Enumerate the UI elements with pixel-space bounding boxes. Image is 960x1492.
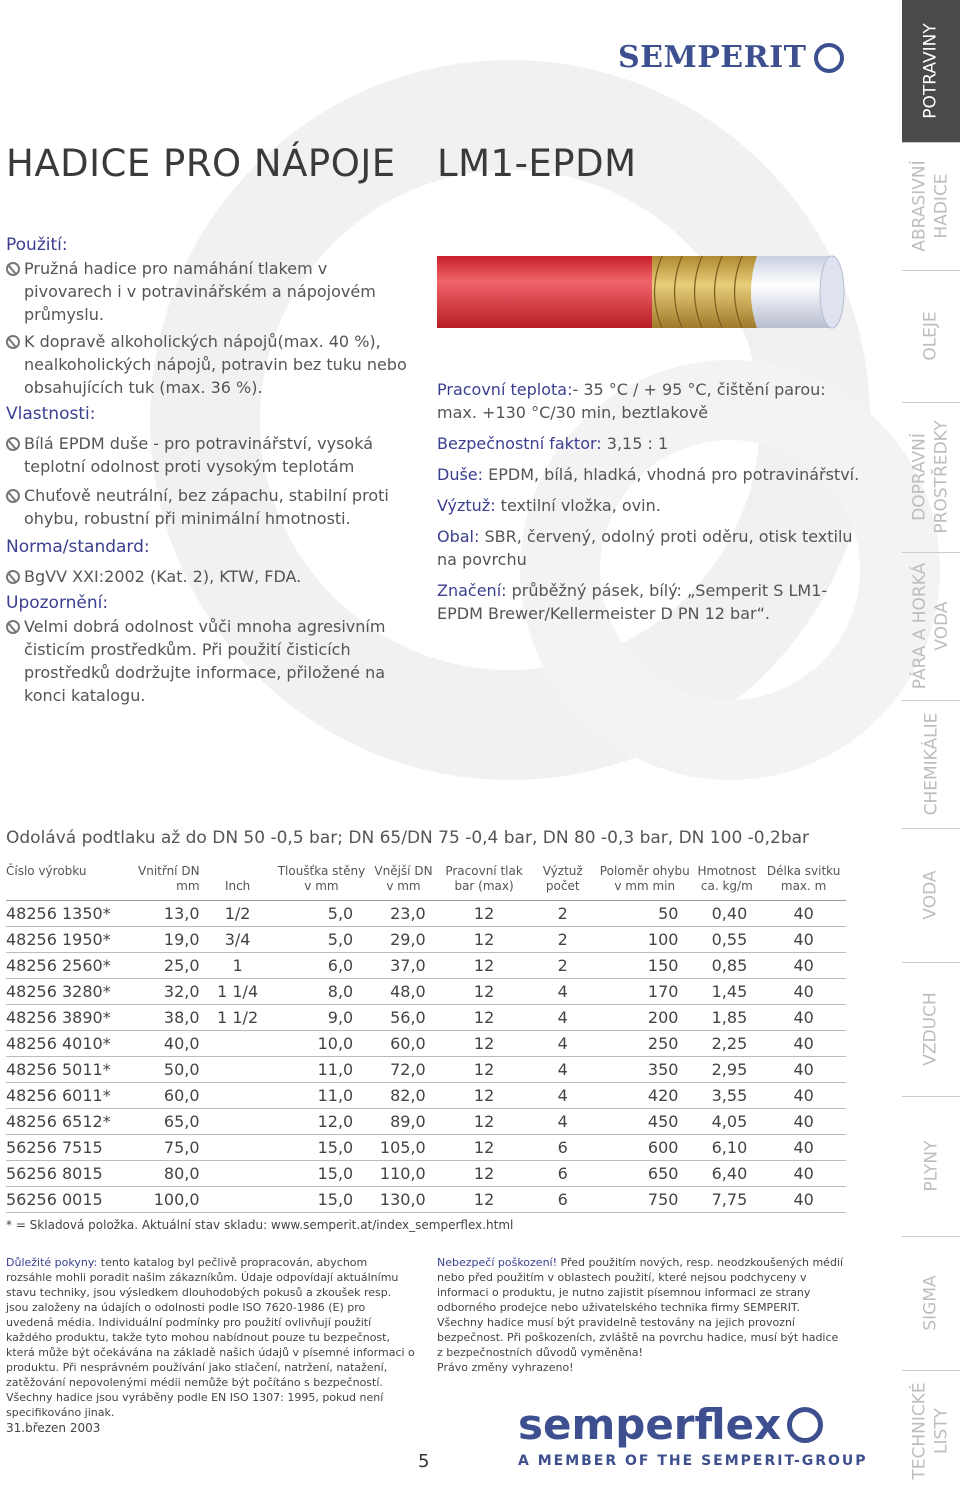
- table-cell: 12: [440, 1031, 529, 1057]
- table-cell: 48256 1350*: [6, 901, 138, 927]
- table-cell: 3/4: [200, 927, 276, 953]
- table-cell: 5,0: [276, 927, 368, 953]
- table-cell: 4: [528, 979, 597, 1005]
- table-cell: 48256 6512*: [6, 1109, 138, 1135]
- bullet-icon: [6, 437, 20, 451]
- issue-date: 31.březen 2003: [6, 1421, 101, 1435]
- table-cell: 6,40: [692, 1161, 761, 1187]
- table-cell: 40: [761, 1031, 846, 1057]
- table-cell: 11,0: [276, 1057, 368, 1083]
- table-cell: 5,0: [276, 901, 368, 927]
- table-cell: 48256 6011*: [6, 1083, 138, 1109]
- table-cell: 65,0: [138, 1109, 200, 1135]
- table-cell: 12: [440, 1005, 529, 1031]
- table-row: [6, 1083, 846, 1109]
- temperature-line: Pracovní teplota:- 35 °C / + 95 °C, čištění parou: max. +130 °C/30 min, beztlakově: [437, 380, 826, 422]
- table-cell: 1 1/4: [200, 979, 276, 1005]
- table-row: [6, 1031, 846, 1057]
- table-cell: 72,0: [367, 1057, 440, 1083]
- column-header: Délka svitku max. m: [761, 862, 846, 901]
- table-cell: 48256 3280*: [6, 979, 138, 1005]
- table-cell: 48256 3890*: [6, 1005, 138, 1031]
- table-row: [6, 979, 846, 1005]
- bullet-icon: [6, 335, 20, 349]
- table-cell: 40: [761, 901, 846, 927]
- table-cell: 2: [528, 953, 597, 979]
- product-code: LM1-EPDM: [437, 142, 637, 185]
- table-cell: 29,0: [367, 927, 440, 953]
- column-header: Číslo výrobku: [6, 862, 138, 901]
- damage-warning: Nebezpečí poškození! Před použitím nových, resp. neodzkoušených médií nebo před použitím v oblastech použití, které nejsou podchyceny v informaci o produktu, je nutno zajistit písemnou informaci ze strany odborného prodejce nebo uživatelského technika firmy SEMPERIT. Všechny hadice musí být pravidelně testovány na jejich provozní bezpečnost. Při poškozeních, zvláště na povrchu hadice, musí být hadice z bezpečnostních důvodů vyměněna! Právo změny vyhrazeno!: [437, 1256, 844, 1374]
- column-header: Vnější DN v mm: [367, 862, 440, 901]
- warning-heading: Upozornění:: [6, 593, 109, 613]
- table-cell: 4: [528, 1005, 597, 1031]
- table-cell: 15,0: [276, 1187, 368, 1213]
- table-row: [6, 1187, 846, 1213]
- table-cell: 350: [597, 1057, 692, 1083]
- properties-heading: Vlastnosti:: [6, 404, 96, 424]
- bullet-icon: [6, 620, 20, 634]
- table-cell: 750: [597, 1187, 692, 1213]
- safety-line: Bezpečnostní faktor: 3,15 : 1: [437, 434, 669, 453]
- sidebar-item-vzduch[interactable]: VZDUCH: [902, 962, 960, 1097]
- list-item: BgVV XXI:2002 (Kat. 2), KTW, FDA.: [6, 565, 416, 588]
- table-cell: 40,0: [138, 1031, 200, 1057]
- table-cell: 12,0: [276, 1109, 368, 1135]
- table-cell: 13,0: [138, 901, 200, 927]
- brand-name: SEMPERIT: [618, 40, 807, 75]
- cover-line: Obal: SBR, červený, odolný proti oděru, otisk textilu na povrchu: [437, 527, 853, 569]
- table-cell: 80,0: [138, 1161, 200, 1187]
- sidebar-item-potraviny[interactable]: POTRAVINY: [902, 0, 960, 143]
- table-row: [6, 1135, 846, 1161]
- tube-line: Duše: EPDM, bílá, hladká, vhodná pro potravinářství.: [437, 465, 860, 484]
- table-cell: [200, 1109, 276, 1135]
- sidebar-item-technicke-listy[interactable]: TECHNICKÉ LISTY: [910, 1382, 952, 1480]
- list-item: K dopravě alkoholických nápojů(max. 40 %), nealkoholických nápojů, potravin bez tuku nebo obsahujících tuk (max. 36 %).: [6, 330, 416, 399]
- table-cell: 650: [597, 1161, 692, 1187]
- table-cell: [200, 1057, 276, 1083]
- column-header: Inch: [200, 862, 276, 901]
- semperit-logo: [618, 40, 844, 75]
- column-header: Výztuž počet: [528, 862, 597, 901]
- table-cell: 56256 0015: [6, 1187, 138, 1213]
- table-row: [6, 1109, 846, 1135]
- table-cell: 89,0: [367, 1109, 440, 1135]
- table-cell: 6,10: [692, 1135, 761, 1161]
- table-cell: 12: [440, 1135, 529, 1161]
- table-cell: 40: [761, 1161, 846, 1187]
- reinforcement-line: Výztuž: textilní vložka, ovin.: [437, 496, 661, 515]
- table-cell: 4,05: [692, 1109, 761, 1135]
- category-sidebar: [902, 0, 960, 1492]
- list-item: Velmi dobrá odolnost vůči mnoha agresivním čisticím prostředkům. Při použití čisticích prostředků dodržujte informace, přiložené na konci katalogu.: [6, 615, 416, 707]
- column-header: Tloušťka stěny v mm: [276, 862, 368, 901]
- sidebar-item-sigma[interactable]: SIGMA: [902, 1236, 960, 1371]
- table-cell: 3,55: [692, 1083, 761, 1109]
- table-cell: 50,0: [138, 1057, 200, 1083]
- table-cell: 56,0: [367, 1005, 440, 1031]
- table-cell: 200: [597, 1005, 692, 1031]
- table-cell: 0,85: [692, 953, 761, 979]
- table-cell: 40: [761, 953, 846, 979]
- table-cell: 110,0: [367, 1161, 440, 1187]
- table-cell: 4: [528, 1083, 597, 1109]
- table-cell: 12: [440, 1083, 529, 1109]
- page-title: HADICE PRO NÁPOJE: [6, 142, 396, 185]
- table-cell: 40: [761, 1187, 846, 1213]
- list-item: Chuťově neutrální, bez zápachu, stabilní proti ohybu, robustní při minimální hmotnosti.: [6, 484, 416, 530]
- table-header-row: [6, 862, 846, 901]
- table-cell: 2,95: [692, 1057, 761, 1083]
- table-cell: 0,40: [692, 901, 761, 927]
- table-cell: 12: [440, 979, 529, 1005]
- table-cell: 38,0: [138, 1005, 200, 1031]
- table-cell: 6: [528, 1161, 597, 1187]
- table-cell: 48256 4010*: [6, 1031, 138, 1057]
- sidebar-item-para-a-horka-voda[interactable]: PÁRA A HORKÁ VODA: [902, 552, 960, 701]
- semperit-s-icon: [814, 43, 844, 73]
- stock-footnote: * = Skladová položka. Aktuální stav skladu: www.semperit.at/index_semperflex.html: [6, 1218, 514, 1232]
- table-cell: 12: [440, 927, 529, 953]
- semperflex-logo: [518, 1400, 868, 1469]
- table-cell: 100: [597, 927, 692, 953]
- table-cell: 1/2: [200, 901, 276, 927]
- table-cell: 1,45: [692, 979, 761, 1005]
- table-cell: 150: [597, 953, 692, 979]
- table-cell: 48256 5011*: [6, 1057, 138, 1083]
- table-cell: 250: [597, 1031, 692, 1057]
- table-cell: 75,0: [138, 1135, 200, 1161]
- table-cell: 10,0: [276, 1031, 368, 1057]
- table-row: [6, 953, 846, 979]
- norm-heading: Norma/standard:: [6, 537, 150, 557]
- table-cell: 40: [761, 979, 846, 1005]
- semperflex-name: semperflex: [518, 1400, 782, 1449]
- table-row: [6, 1005, 846, 1031]
- sidebar-item-voda[interactable]: VODA: [902, 828, 960, 963]
- table-cell: 6: [528, 1187, 597, 1213]
- table-cell: [200, 1031, 276, 1057]
- table-cell: 40: [761, 1005, 846, 1031]
- table-cell: 0,55: [692, 927, 761, 953]
- table-cell: [200, 1083, 276, 1109]
- bullet-icon: [6, 262, 20, 276]
- table-cell: 19,0: [138, 927, 200, 953]
- hose-image: [437, 248, 847, 336]
- table-cell: [200, 1161, 276, 1187]
- table-cell: 1,85: [692, 1005, 761, 1031]
- table-cell: 100,0: [138, 1187, 200, 1213]
- table-cell: 4: [528, 1057, 597, 1083]
- table-cell: 48256 1950*: [6, 927, 138, 953]
- table-cell: 48256 2560*: [6, 953, 138, 979]
- sidebar-item-oleje[interactable]: OLEJE: [902, 270, 960, 403]
- table-cell: 450: [597, 1109, 692, 1135]
- table-cell: 82,0: [367, 1083, 440, 1109]
- table-cell: 2: [528, 927, 597, 953]
- table-cell: 600: [597, 1135, 692, 1161]
- table-cell: 56256 8015: [6, 1161, 138, 1187]
- table-cell: 40: [761, 1083, 846, 1109]
- table-cell: 40: [761, 1057, 846, 1083]
- table-cell: 1 1/2: [200, 1005, 276, 1031]
- table-cell: 9,0: [276, 1005, 368, 1031]
- table-cell: 11,0: [276, 1083, 368, 1109]
- table-cell: 25,0: [138, 953, 200, 979]
- table-row: [6, 927, 846, 953]
- table-cell: 48,0: [367, 979, 440, 1005]
- table-cell: 23,0: [367, 901, 440, 927]
- column-header: Pracovní tlak bar (max): [440, 862, 529, 901]
- table-cell: 1: [200, 953, 276, 979]
- table-cell: 50: [597, 901, 692, 927]
- list-item: Pružná hadice pro namáhání tlakem v pivovarech i v potravinářském a nápojovém průmyslu.: [6, 257, 416, 326]
- table-cell: 420: [597, 1083, 692, 1109]
- sidebar-item-chemikalie[interactable]: CHEMIKÁLIE: [902, 700, 960, 829]
- table-cell: 12: [440, 901, 529, 927]
- list-item: Bílá EPDM duše - pro potravinářství, vysoká teplotní odolnost proti vysokým teplotám: [6, 432, 416, 478]
- table-cell: 8,0: [276, 979, 368, 1005]
- table-row: [6, 1057, 846, 1083]
- table-cell: 2,25: [692, 1031, 761, 1057]
- table-cell: 12: [440, 1057, 529, 1083]
- table-cell: [200, 1135, 276, 1161]
- table-cell: 60,0: [138, 1083, 200, 1109]
- table-cell: 56256 7515: [6, 1135, 138, 1161]
- table-cell: 2: [528, 901, 597, 927]
- table-cell: 170: [597, 979, 692, 1005]
- table-cell: [200, 1187, 276, 1213]
- table-cell: 12: [440, 1187, 529, 1213]
- important-notes: Důležité pokyny: tento katalog byl pečlivě propracován, abychom rozsáhle mohli poradit našim zákazníkům. Údaje odpovídají aktuálnímu stavu techniky, jsou výsledkem dlouhodobých pokusů a zkoušek resp. jsou založeny na údajích o odolnosti podle ISO 7620-1986 (E) pro uvedená média. Individuální podmínky pro použití ovlivňují použití každého produktu, takže tyto mohou nabídnout pouze tu bezpečnost, která může být očekávána na základě našich údajů v písemné informaci o produktu. Při nesprávném používání jako stlačení, natržení, natažení, zatěžování nepovolenými médii nemůže být počítáno s bezpečností. Všechny hadice jsou vyráběny podle EN ISO 1307: 1995, pokud není specifikováno jinak.: [6, 1256, 415, 1419]
- semperflex-tagline: A MEMBER OF THE SEMPERIT-GROUP: [518, 1453, 868, 1469]
- table-cell: 40: [761, 1109, 846, 1135]
- marking-line: Značení: průběžný pásek, bílý: „Semperit S LM1-EPDM Brewer/Kellermeister D PN 12 bar“.: [437, 581, 828, 623]
- use-heading: Použití:: [6, 235, 68, 255]
- table-cell: 40: [761, 927, 846, 953]
- column-header: Vnitřní DN mm: [138, 862, 200, 901]
- table-cell: 6,0: [276, 953, 368, 979]
- table-row: [6, 901, 846, 927]
- sidebar-item-dopravni-prostredky[interactable]: DOPRAVNÍ PROSTŘEDKY: [902, 402, 960, 553]
- table-cell: 37,0: [367, 953, 440, 979]
- technical-data: [437, 378, 867, 633]
- sidebar-item-abrasivni-hadice[interactable]: ABRASIVNÍ HADICE: [902, 142, 960, 271]
- description-column: [6, 232, 416, 711]
- table-cell: 7,75: [692, 1187, 761, 1213]
- table-cell: 12: [440, 1109, 529, 1135]
- table-cell: 105,0: [367, 1135, 440, 1161]
- bullet-icon: [6, 570, 20, 584]
- semperflex-s-icon: [787, 1407, 823, 1443]
- table-cell: 130,0: [367, 1187, 440, 1213]
- table-cell: 15,0: [276, 1135, 368, 1161]
- table-cell: 12: [440, 953, 529, 979]
- table-cell: 60,0: [367, 1031, 440, 1057]
- column-header: Hmotnost ca. kg/m: [692, 862, 761, 901]
- table-cell: 4: [528, 1109, 597, 1135]
- table-cell: 40: [761, 1135, 846, 1161]
- table-cell: 15,0: [276, 1161, 368, 1187]
- spec-table: [6, 862, 846, 1213]
- bullet-icon: [6, 489, 20, 503]
- sidebar-item-plyny[interactable]: PLYNY: [902, 1096, 960, 1237]
- page-number: 5: [418, 1451, 430, 1472]
- table-cell: 12: [440, 1161, 529, 1187]
- table-cell: 6: [528, 1135, 597, 1161]
- table-row: [6, 1161, 846, 1187]
- vacuum-note: Odolává podtlaku až do DN 50 -0,5 bar; DN 65/DN 75 -0,4 bar, DN 80 -0,3 bar, DN 100 -0,2bar: [6, 828, 810, 848]
- table-cell: 32,0: [138, 979, 200, 1005]
- table-cell: 4: [528, 1031, 597, 1057]
- column-header: Poloměr ohybu v mm min: [597, 862, 692, 901]
